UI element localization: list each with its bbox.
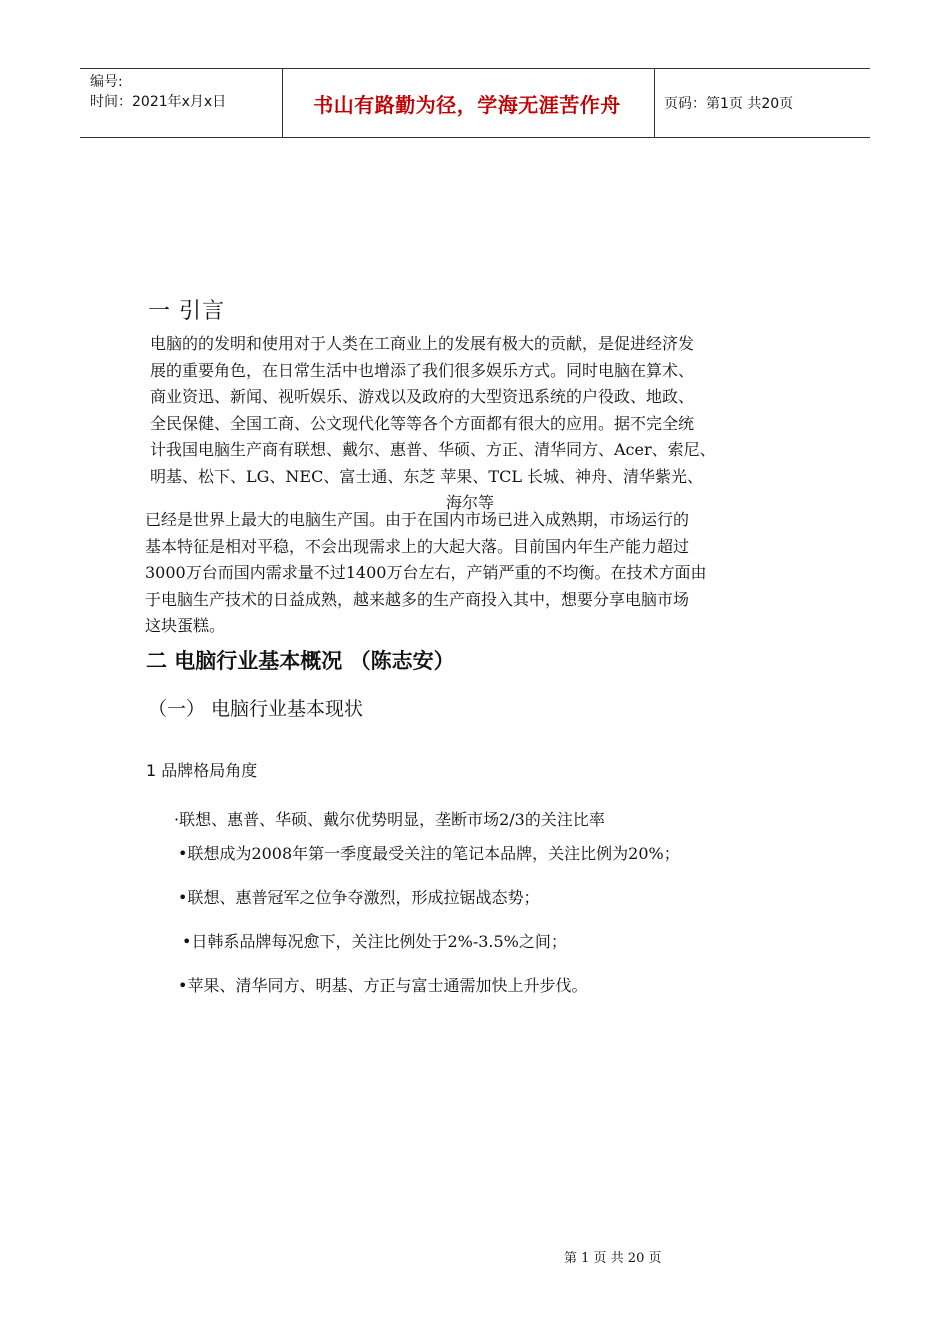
header-divider-right	[654, 69, 655, 137]
section1-para1	[150, 331, 716, 517]
para1-line: 商业资迅、新闻、视听娱乐、游戏以及政府的大型资迅系统的户役政、地政、	[150, 387, 695, 406]
para1-line: 明基、松下、LG、NEC、富士通、东芝 苹果、TCL 长城、神舟、清华紫光、	[150, 466, 704, 486]
bullet-item: •日韩系品牌每况愈下，关注比例处于2%-3.5%之间；	[182, 932, 567, 951]
para1-line: 全民保健、全国工商、公文现代化等等各个方面都有很大的应用。据不完全统	[150, 413, 695, 433]
bullet-item: •苹果、清华同方、明基、方正与富士通需加快上升步伐。	[178, 976, 588, 995]
page-footer: 第 1 页 共 20 页	[564, 1251, 662, 1266]
header-date-label: 时间：2021年x月x日	[90, 94, 227, 110]
para2-line: 已经是世界上最大的电脑生产国。由于在国内市场已进入成熟期，市场运行的	[145, 510, 690, 529]
bullet-item: •联想、惠普冠军之位争夺激烈，形成拉锯战态势；	[178, 888, 540, 907]
section2-item-heading: 1 品牌格局角度	[146, 761, 258, 780]
document-header	[80, 68, 870, 138]
para2-line: 于电脑生产技术的日益成熟，越来越多的生产商投入其中，想要分享电脑市场	[145, 589, 690, 609]
para1-line: 电脑的的发明和使用对于人类在工商业上的发展有极大的贡献，是促进经济发	[150, 334, 695, 353]
section2-heading: 二 电脑行业基本概况 （陈志安）	[146, 648, 455, 673]
para1-line: 计我国电脑生产商有联想、戴尔、惠普、华硕、方正、清华同方、Acer、索尼、	[150, 440, 716, 459]
header-meta	[90, 72, 226, 112]
header-motto: 书山有路勤为径，学海无涯苦作舟	[313, 93, 621, 117]
section2-subheading: （一） 电脑行业基本现状	[148, 698, 364, 720]
para1-line: 海尔等	[446, 493, 495, 512]
header-page-info: 页码：第1页 共20页	[664, 96, 794, 112]
para2-line: 3000万台而国内需求量不过1400万台左右，产销严重的不均衡。在技术方面由	[145, 563, 707, 582]
section1-para2	[145, 507, 706, 640]
para2-line: 基本特征是相对平稳，不会出现需求上的大起大落。目前国内年生产能力超过	[145, 536, 690, 556]
section1-heading: 一 引言	[148, 299, 225, 324]
para2-line: 这块蛋糕。	[145, 616, 226, 635]
bullet-item: •联想成为2008年第一季度最受关注的笔记本品牌，关注比例为20%；	[178, 844, 680, 863]
bullet-item: ·联想、惠普、华硕、戴尔优势明显，垄断市场2/3的关注比率	[174, 810, 605, 829]
para1-line: 展的重要角色，在日常生活中也增添了我们很多娱乐方式。同时电脑在算术、	[150, 360, 695, 380]
header-number-label: 编号:	[90, 74, 123, 90]
